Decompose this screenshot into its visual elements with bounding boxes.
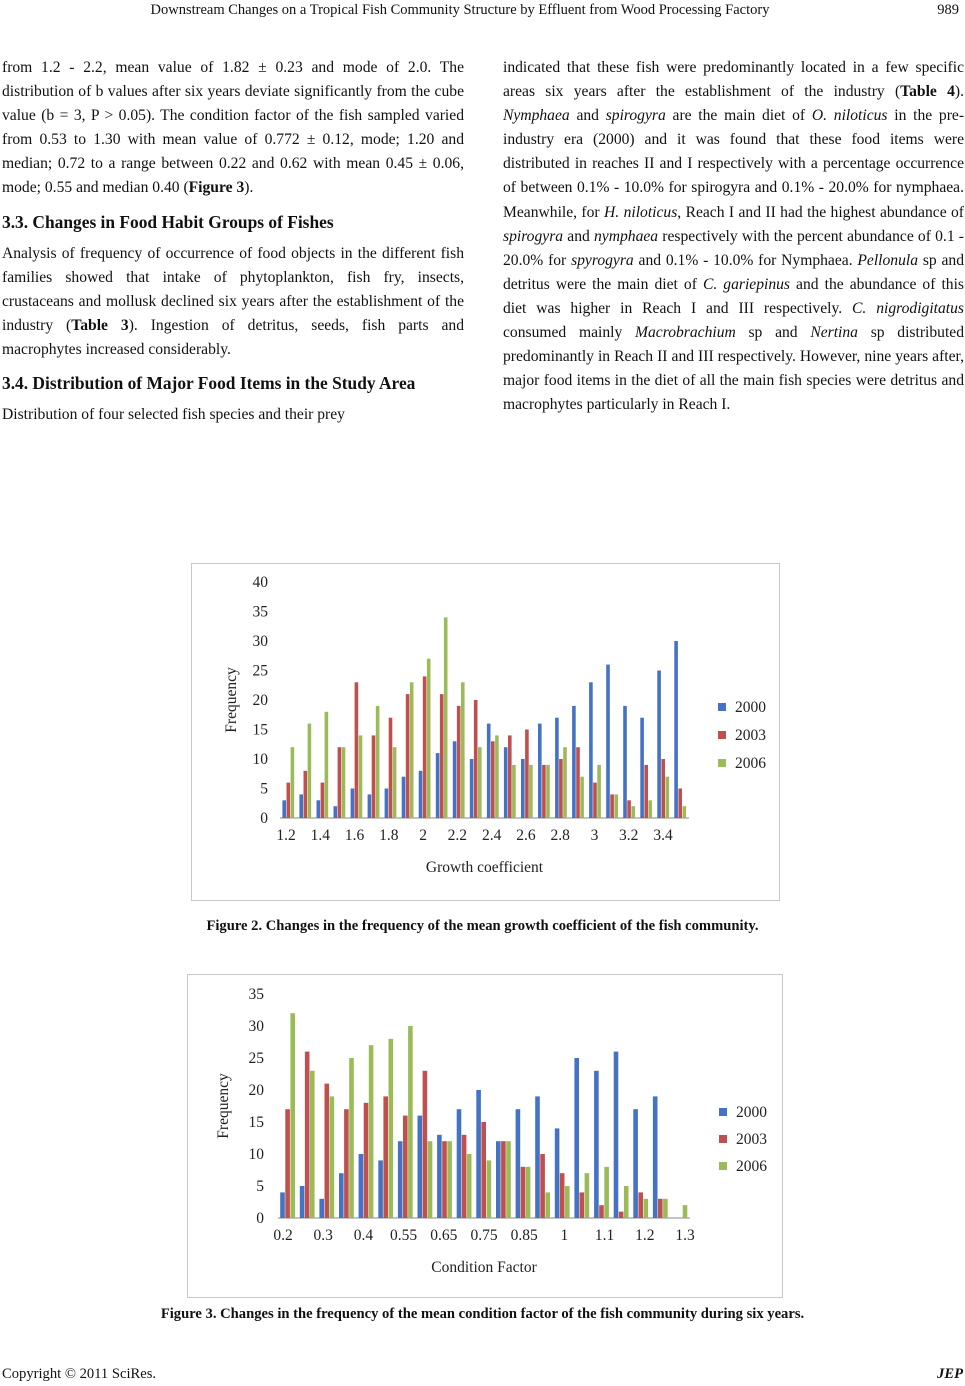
bar-2006 (614, 794, 618, 818)
bar-2003 (501, 1141, 506, 1218)
paragraph-condition-factor (2, 56, 464, 201)
bar-2000 (504, 747, 508, 818)
t: , Reach I and II had the highest abundance of (677, 203, 964, 221)
bar-2006 (291, 747, 295, 818)
right-column (503, 56, 964, 417)
t: respectively with the percent abundance of 0.1 - 20.0% for (503, 227, 965, 269)
t: sp and detritus were the main diet of (503, 251, 964, 293)
bar-2006 (545, 1192, 550, 1218)
x-tick-label: 1.3 (675, 1227, 695, 1244)
x-tick-label: 0.4 (353, 1227, 374, 1244)
taxon: C. nigrodigitatus (852, 299, 964, 317)
bar-2003 (325, 1084, 330, 1218)
x-tick-label: 2.6 (516, 827, 536, 844)
bar-2000 (496, 1141, 501, 1218)
t: and (569, 107, 606, 125)
x-tick-label: 1.2 (635, 1227, 655, 1244)
taxon: Pellonula (857, 251, 919, 269)
bar-2000 (476, 1090, 481, 1218)
bar-2000 (653, 1096, 658, 1218)
t: sp distributed predominantly in Reach II and III respectively. However, nine years after, major food items in the diet of all the main fish species were detritus and macrophytes particularly in Reach I. (503, 324, 964, 414)
legend-swatch (718, 731, 726, 739)
bar-2003 (389, 718, 393, 818)
t: consumed mainly (503, 324, 635, 342)
taxon: spirogyra (503, 227, 564, 245)
bar-2000 (359, 1154, 364, 1218)
bar-2003 (285, 1109, 290, 1218)
x-tick-label: 1.6 (344, 827, 365, 844)
taxon: O. niloticus (811, 107, 888, 125)
paragraph-food-items (503, 56, 964, 417)
bar-2003 (508, 735, 512, 818)
paragraph-text: from 1.2 - 2.2, mean value of 1.82 ± 0.23 and mode of 2.0. The distribution of b values after six years deviate significantly from the cube value (b = 3, P > 0.05). The condition factor of the fish sampled varied from 0.53 to 1.30 with mean value of 0.772 ± 0.12, mode; 1.20 and median; 0.72 to a range between 0.22 and 0.62 with mean 0.45 ± 0.06, mode; 0.55 and median 0.40 ( (2, 59, 464, 197)
y-tick-label: 25 (248, 1050, 264, 1067)
bar-2006 (308, 724, 312, 818)
bar-2000 (594, 1071, 599, 1218)
bar-2000 (418, 1116, 423, 1218)
x-tick-label: 1.8 (379, 827, 399, 844)
paragraph-text: Analysis of frequency of occurrence of food objects in the different fish families showed that intake of phytoplankton, fish fry, insects, crustaceans and mollusk declined six years after the establishment of the industry ( (2, 244, 464, 334)
y-tick-label: 10 (248, 1146, 264, 1163)
bar-2000 (674, 641, 678, 818)
bar-2006 (427, 659, 431, 818)
bar-2003 (355, 682, 359, 818)
bar-2000 (521, 759, 525, 818)
bar-2000 (419, 771, 423, 818)
bar-2000 (402, 777, 406, 818)
bar-2006 (565, 1186, 570, 1218)
bar-2000 (535, 1096, 540, 1218)
bar-2006 (580, 777, 584, 818)
legend-label: 2000 (735, 699, 766, 716)
bar-2006 (408, 1026, 413, 1218)
figure-2-chart (191, 563, 780, 901)
bar-2006 (487, 1160, 492, 1218)
taxon: spyrogyra (571, 251, 634, 269)
bar-2003 (661, 759, 665, 818)
bar-2003 (638, 1192, 643, 1218)
bar-2003 (364, 1103, 369, 1218)
table-3-ref[interactable]: Table 3 (71, 316, 129, 334)
bar-2000 (334, 806, 338, 818)
bar-2003 (491, 741, 495, 818)
bar-2006 (461, 682, 465, 818)
bar-2003 (287, 783, 291, 818)
bar-2006 (563, 747, 567, 818)
bar-2006 (631, 806, 635, 818)
bar-2006 (444, 617, 448, 818)
x-tick-label: 3 (590, 827, 599, 844)
bar-2000 (555, 1128, 560, 1218)
bar-2000 (516, 1109, 521, 1218)
bar-2006 (546, 765, 550, 818)
x-tick-label: 0.85 (510, 1227, 538, 1244)
bar-2006 (604, 1167, 609, 1218)
growth-coefficient-bar-chart (192, 564, 779, 900)
x-axis-title: Condition Factor (431, 1259, 537, 1276)
bar-2003 (542, 765, 546, 818)
x-axis-title: Growth coefficient (425, 859, 544, 876)
bar-2006 (683, 1205, 688, 1218)
x-tick-label: 2.2 (447, 827, 468, 844)
paragraph-distribution: Distribution of four selected fish species and their prey (2, 406, 345, 424)
bar-2000 (606, 665, 610, 818)
bar-2006 (624, 1186, 629, 1218)
bar-2006 (376, 706, 380, 818)
bar-2003 (305, 1052, 310, 1218)
bar-2003 (457, 706, 461, 818)
bar-2006 (428, 1141, 433, 1218)
legend-swatch (719, 1108, 727, 1116)
bar-2006 (342, 747, 346, 818)
taxon: spirogyra (605, 107, 666, 125)
page-number: 989 (937, 2, 959, 18)
taxon: Macrobrachium (635, 324, 736, 342)
bar-2003 (560, 1173, 565, 1218)
x-tick-label: 0.65 (430, 1227, 458, 1244)
taxon: Nymphaea (503, 107, 570, 125)
paragraph-text: ). (244, 179, 254, 197)
legend-label: 2003 (735, 727, 766, 744)
bar-2000 (282, 800, 286, 818)
y-tick-label: 10 (252, 751, 268, 768)
y-tick-label: 30 (248, 1018, 264, 1035)
bar-2003 (576, 747, 580, 818)
condition-factor-bar-chart (188, 975, 782, 1297)
y-tick-label: 0 (256, 1210, 264, 1227)
legend-swatch (719, 1135, 727, 1143)
bar-2003 (344, 1109, 349, 1218)
bar-2006 (506, 1141, 511, 1218)
bar-2003 (423, 676, 427, 818)
journal-abbreviation: JEP (937, 1366, 963, 1382)
x-tick-label: 2 (419, 827, 427, 844)
taxon: Nertina (810, 324, 858, 342)
bar-2003 (610, 794, 614, 818)
bar-2000 (436, 753, 440, 818)
y-tick-label: 5 (256, 1178, 264, 1195)
y-tick-label: 40 (252, 574, 268, 591)
bar-2003 (383, 1096, 388, 1218)
bar-2006 (389, 1039, 394, 1218)
t: in the pre-industry era (2000) and it was found that these food items were distributed in reaches II and I respectively with a percentage occurrence of between 0.1% - 10.0% for spirogyra and 0.1% - 20.0% for nymphaea. Meanwhile, for (503, 107, 965, 221)
y-tick-label: 25 (252, 662, 268, 680)
bar-2003 (304, 771, 308, 818)
running-title: Downstream Changes on a Tropical Fish Community Structure by Effluent from Wood Processing Factory (150, 2, 770, 18)
legend-swatch (718, 759, 726, 767)
bar-2000 (633, 1109, 638, 1218)
bar-2003 (462, 1135, 467, 1218)
bar-2003 (525, 730, 529, 819)
bar-2006 (330, 1096, 335, 1218)
x-tick-label: 1.4 (310, 827, 330, 844)
x-tick-label: 3.2 (619, 827, 639, 844)
bar-2000 (470, 759, 474, 818)
figure-2-caption: Figure 2. Changes in the frequency of the mean growth coefficient of the fish community. (206, 918, 759, 934)
bar-2006 (663, 1199, 668, 1218)
bar-2000 (368, 794, 372, 818)
section-heading-3-4: 3.4. Distribution of Major Food Items in the Study Area (2, 373, 416, 394)
bar-2003 (338, 747, 342, 818)
bar-2003 (321, 783, 325, 818)
x-tick-label: 0.55 (390, 1227, 418, 1244)
bar-2006 (447, 1141, 452, 1218)
x-tick-label: 2.8 (550, 827, 570, 844)
bar-2006 (478, 747, 482, 818)
bar-2003 (372, 735, 376, 818)
bar-2003 (619, 1212, 624, 1218)
x-tick-label: 0.75 (470, 1227, 498, 1244)
y-axis-title: Frequency (223, 667, 240, 733)
t: are the main diet of (665, 107, 812, 125)
x-tick-label: 1 (560, 1227, 569, 1244)
x-tick-label: 3.4 (653, 827, 673, 844)
bar-2000 (339, 1173, 344, 1218)
bar-2003 (593, 783, 597, 818)
bar-2000 (538, 724, 542, 818)
y-tick-label: 20 (248, 1082, 264, 1099)
bar-2006 (359, 735, 363, 818)
bar-2000 (453, 741, 457, 818)
bar-2006 (597, 765, 601, 818)
t: and 0.1% - 10.0% for Nymphaea. (633, 251, 858, 269)
bar-2006 (410, 682, 414, 818)
bar-2003 (423, 1071, 428, 1218)
bar-2000 (385, 789, 389, 819)
bar-2006 (369, 1045, 374, 1218)
legend-label: 2006 (736, 1158, 767, 1175)
y-tick-label: 5 (260, 780, 268, 798)
bar-2000 (319, 1199, 324, 1218)
bar-2000 (457, 1109, 462, 1218)
x-tick-label: 0.2 (273, 1227, 293, 1244)
y-axis-title: Frequency (215, 1073, 232, 1139)
taxon: C. gariepinus (702, 275, 791, 293)
bar-2000 (555, 718, 559, 818)
bar-2000 (572, 706, 576, 818)
x-tick-label: 0.3 (313, 1227, 333, 1244)
x-tick-label: 1.2 (276, 827, 296, 844)
t: ). (954, 83, 964, 101)
bar-2000 (657, 671, 661, 819)
bar-2000 (300, 1186, 305, 1218)
copyright-notice: Copyright © 2011 SciRes. (2, 1366, 157, 1382)
x-tick-label: 2.4 (481, 827, 502, 844)
bar-2003 (406, 694, 410, 818)
bar-2003 (627, 800, 631, 818)
bar-2000 (614, 1052, 619, 1218)
bar-2003 (599, 1205, 604, 1218)
section-heading-3-3: 3.3. Changes in Food Habit Groups of Fishes (2, 211, 334, 232)
t: sp and (735, 324, 811, 342)
figure-3-caption: Figure 3. Changes in the frequency of the mean condition factor of the fish community during six years. (160, 1306, 805, 1322)
bar-2003 (658, 1199, 663, 1218)
bar-2006 (349, 1058, 354, 1218)
bar-2000 (437, 1135, 442, 1218)
t: indicated that these fish were predominantly located in a few specific areas six years after the establishment of the industry ( (503, 59, 964, 101)
x-tick-label: 1.1 (594, 1227, 615, 1244)
bar-2006 (393, 747, 397, 818)
bar-2000 (299, 794, 303, 818)
bar-2000 (487, 724, 491, 818)
bar-2006 (526, 1167, 531, 1218)
bar-2003 (442, 1141, 447, 1218)
table-4-ref[interactable]: Table 4 (900, 83, 955, 101)
legend-swatch (718, 703, 726, 711)
bar-2003 (644, 765, 648, 818)
bar-2006 (467, 1154, 472, 1218)
y-tick-label: 20 (252, 692, 268, 709)
bar-2003 (559, 759, 563, 818)
bar-2000 (623, 706, 627, 818)
paragraph-text: ). Ingestion of detritus, seeds, fish parts and macrophytes increased considerably. (2, 316, 464, 358)
bar-2006 (325, 712, 329, 818)
taxon: nymphaea (594, 227, 659, 245)
bar-2006 (644, 1199, 649, 1218)
bar-2003 (521, 1167, 526, 1218)
figure-3-ref[interactable]: Figure 3 (188, 179, 245, 197)
bar-2000 (640, 718, 644, 818)
bar-2006 (290, 1013, 295, 1218)
bar-2000 (378, 1160, 383, 1218)
y-tick-label: 0 (260, 810, 268, 827)
bar-2003 (403, 1116, 408, 1218)
legend-label: 2003 (736, 1131, 767, 1148)
bar-2006 (666, 777, 670, 818)
y-tick-label: 35 (252, 603, 268, 621)
bar-2006 (495, 735, 499, 818)
legend-label: 2006 (735, 755, 766, 772)
legend-label: 2000 (736, 1104, 767, 1121)
bar-2006 (585, 1173, 590, 1218)
legend-swatch (719, 1162, 727, 1170)
y-tick-label: 15 (248, 1114, 264, 1131)
paragraph-food-habit (2, 242, 464, 362)
y-tick-label: 30 (252, 633, 268, 650)
left-column (2, 56, 464, 427)
bar-2000 (398, 1141, 403, 1218)
bar-2006 (310, 1071, 315, 1218)
bar-2003 (481, 1122, 486, 1218)
bar-2000 (351, 789, 355, 819)
bar-2006 (512, 765, 516, 818)
y-tick-label: 15 (252, 721, 268, 739)
bar-2000 (574, 1058, 579, 1218)
running-header (0, 0, 965, 24)
y-tick-label: 35 (248, 986, 264, 1003)
bar-2000 (280, 1192, 285, 1218)
bar-2003 (540, 1154, 545, 1218)
bar-2003 (678, 789, 682, 819)
t: and (563, 227, 594, 245)
figure-3-chart (187, 974, 783, 1298)
bar-2000 (317, 800, 321, 818)
bar-2000 (589, 682, 593, 818)
bar-2003 (580, 1192, 585, 1218)
bar-2006 (648, 800, 652, 818)
bar-2006 (683, 806, 687, 818)
t: and the abundance of this diet was higher in Reach I and III respectively. (503, 275, 964, 317)
bar-2003 (474, 700, 478, 818)
taxon: H. niloticus (604, 203, 678, 221)
bar-2003 (440, 694, 444, 818)
bar-2006 (529, 765, 533, 818)
